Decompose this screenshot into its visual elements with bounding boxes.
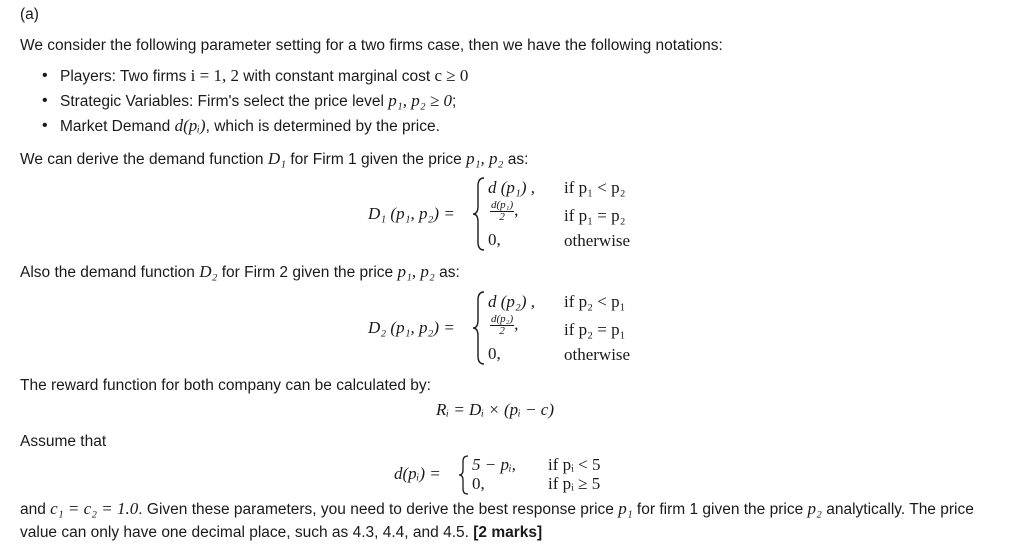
equation-demand-cond1: if pᵢ < 5 xyxy=(548,455,601,474)
derive-d2-text: Also the demand function D₂ for Firm 2 given the price p₁, p₂ as: xyxy=(20,262,460,281)
equation-d1-cond1: if p₁ < p₂ xyxy=(564,178,626,197)
final-paragraph-line1: and c₁ = c₂ = 1.0. Given these parameters, you need to derive the best response price p₁ for firm 1 given the price p₂ analytically. The price xyxy=(20,499,974,518)
equation-demand-case1: 5 − pᵢ, xyxy=(472,455,516,474)
reward-text: The reward function for both company can be calculated by: xyxy=(20,377,431,394)
assume-text: Assume that xyxy=(20,433,107,450)
equation-d2-cond1: if p₂ < p₁ xyxy=(564,292,626,311)
derive-d1-text: We can derive the demand function D₁ for Firm 1 given the price p₁, p₂ as: xyxy=(20,149,529,168)
equation-demand-cond2: if pᵢ ≥ 5 xyxy=(548,474,601,493)
equation-d1-case1: d (p₁) , xyxy=(488,178,535,197)
equation-d1-cond2: if p₁ = p₂ xyxy=(564,206,626,225)
list-item: • Market Demand d(pᵢ), which is determined by the price. xyxy=(38,114,468,139)
marks-label: [2 marks] xyxy=(473,524,543,541)
equation-d1-case2: $\frac{\text{d(p₁)}}{2}$ , xyxy=(491,199,519,223)
equation-d2-cond3: otherwise xyxy=(564,345,631,364)
reward-equation: Rᵢ = Dᵢ × (pᵢ − c) xyxy=(436,400,555,419)
list-item: • Players: Two firms i = 1, 2 with constant marginal cost c ≥ 0 xyxy=(38,64,468,89)
section-label: (a) xyxy=(20,6,39,23)
equation-d2-cond2: if p₂ = p₁ xyxy=(564,320,626,339)
equation-d2-case2: $\frac{\text{d(p₂)}}{2}$ , xyxy=(491,313,519,337)
left-brace-icon xyxy=(472,290,486,366)
final-paragraph-line2: value can only have one decimal place, such as 4.3, 4.4, and 4.5. [2 marks] xyxy=(20,524,543,541)
notation-list xyxy=(38,64,468,139)
equation-d1-lhs: D₁ (p₁, p₂) = xyxy=(368,204,455,223)
equation-d2-lhs: D₂ (p₁, p₂) = xyxy=(368,318,455,337)
equation-demand-lhs: d(pᵢ) = xyxy=(394,464,441,483)
equation-d2-case1: d (p₂) , xyxy=(488,292,535,311)
list-item: • Strategic Variables: Firm's select the price level p₁, p₂ ≥ 0; xyxy=(38,89,468,114)
left-brace-icon xyxy=(472,176,486,252)
equation-d1-cond3: otherwise xyxy=(564,231,631,250)
equation-d1-case3: 0, xyxy=(488,230,501,249)
intro-paragraph: We consider the following parameter setting for a two firms case, then we have the following notations: xyxy=(20,37,723,54)
left-brace-icon xyxy=(458,454,470,496)
equation-d2-case3: 0, xyxy=(488,344,501,363)
equation-demand-case2: 0, xyxy=(472,474,485,493)
